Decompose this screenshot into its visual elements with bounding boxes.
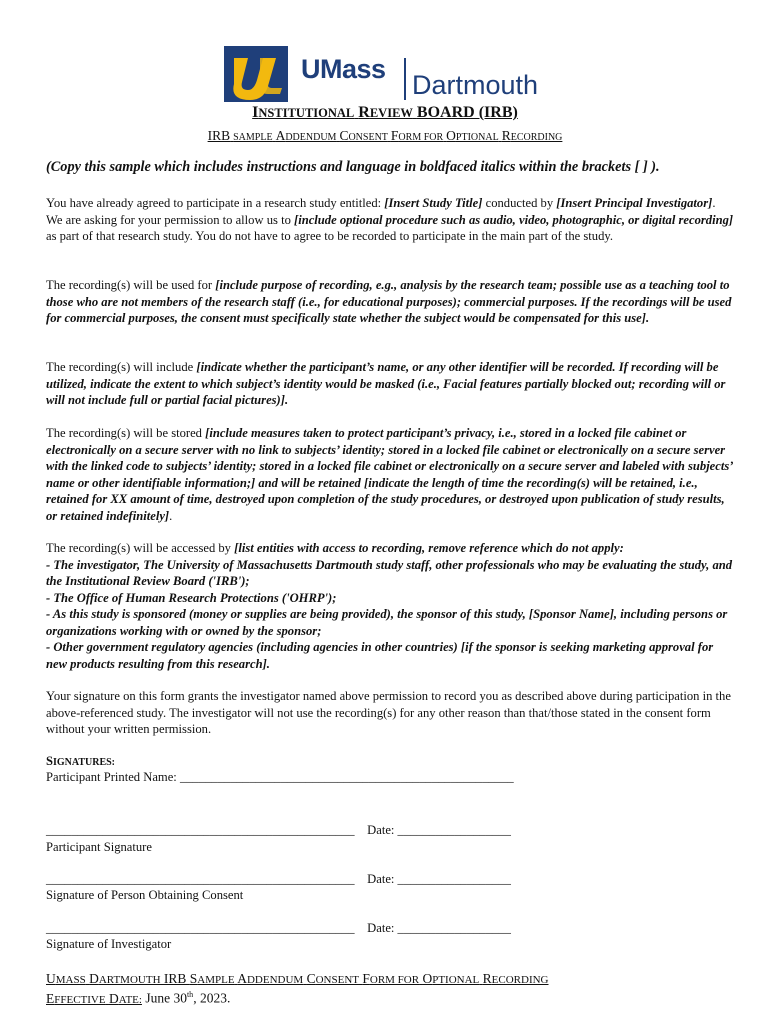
logo-divider xyxy=(404,58,406,100)
footer-form-title: UMASS DARTMOUTH IRB SAMPLE ADDENDUM CONSENT FORM FOR OPTIONAL RECORDING xyxy=(46,971,549,986)
instruction-note: (Copy this sample which includes instructions and language in boldfaced italics within the brackets [ ] ). xyxy=(46,159,660,175)
consent-obtainer-signature-label: Signature of Person Obtaining Consent xyxy=(46,888,244,902)
paragraph-recording-use: The recording(s) will be used for [include purpose of recording, e.g., analysis by the research team; possible use as a teaching tool to those who are not members of the research staff (i.e., for educational purposes); commercial purposes. If the recordings will be used for commercial purposes, the consent must specifically state whether the subject would be compensated for this use]. xyxy=(46,278,732,325)
access-list-item: - As this study is sponsored (money or supplies are being provided), the sponsor of this study, [Sponsor Name], including persons or organizations working with or owned by the sponsor; xyxy=(46,607,728,638)
page-subtitle: IRB SAMPLE ADDENDUM CONSENT FORM FOR OPTIONAL RECORDING xyxy=(207,128,563,143)
logo-dartmouth-text: Dartmouth xyxy=(412,70,539,100)
access-list-item: - The investigator, The University of Massachusetts Dartmouth study staff, other professionals who may be evaluating the study, and the Institutional Review Board ('IRB'); xyxy=(46,557,733,588)
access-list-item: - The Office of Human Research Protections ('OHRP'); xyxy=(46,590,337,605)
investigator-signature-line[interactable]: _________________________________________________ Date: __________________ xyxy=(46,921,511,935)
access-list-item: - Other government regulatory agencies (including agencies in other countries) [if the sponsor is seeking marketing approval for new products resulting from this research]. xyxy=(46,640,714,671)
participant-signature-line[interactable]: _________________________________________________ Date: __________________ xyxy=(46,823,511,837)
paragraph-recording-storage: The recording(s) will be stored [include measures taken to protect participant’s privacy, i.e., stored in a locked file cabinet or electronically on a secure server with no link to subjects’ identity; stored in a locked file cabinet or electronically on a secure server with the linked code to subjects’ identity; stored in a locked file cabinet or electronically on a secure server and labeled with subjects’ name or other identifiable information;] and will be retained [indicate the length of time the recording(s) will be retained, i.e., retained for XX amount of time, destroyed upon completion of the study procedures, or destroyed upon publication of study results, or retained indefinitely]. xyxy=(46,426,733,523)
paragraph-study-intro: You have already agreed to participate in a research study entitled: [Insert Study Title] conducted by [Insert Principal Investigator]. We are asking for your permission to allow us to [include optional procedure such as audio, video, photographic, or digital recording] as part of that research study. You do not have to agree to be recorded to participate in the main part of the study. xyxy=(46,196,734,243)
umass-logo-mark-icon xyxy=(224,46,288,102)
page-title: INSTITUTIONAL REVIEW BOARD (IRB) xyxy=(252,104,518,121)
footer-effective-date: EFFECTIVE DATE: June 30th, 2023. xyxy=(46,990,231,1006)
paragraph-recording-access: The recording(s) will be accessed by [list entities with access to recording, remove reference which do not apply: - The investigator, The University of Massachusetts Dartmouth study staff, other professionals who may be evaluating the study, and the Institutional Review Board ('IRB'); - The Office of Human Research Protections ('OHRP'); - As this study is sponsored (money or supplies are being provided), the sponsor of this study, [Sponsor Name], including persons or organizations working with or owned by the sponsor; - Other government regulatory agencies (including agencies in other countries) [if the sponsor is seeking marketing approval for new products resulting from this research]. xyxy=(46,541,733,671)
logo-umass-text: UMass xyxy=(301,54,386,84)
paragraph-signature-grant: Your signature on this form grants the investigator named above permission to record you as described above during participation in the above-referenced study. The investigator will not use the recording(s) for any other reason than that/those stated in the consent form without your written permission. xyxy=(46,689,731,736)
participant-signature-label: Participant Signature xyxy=(46,840,152,854)
paragraph-recording-include: The recording(s) will include [indicate whether the participant’s name, or any other identifier will be recorded. If recording will be utilized, indicate the extent to which subject’s identity would be masked (i.e., Facial features partially blocked out; recording will or will not include full or partial facial pictures)]. xyxy=(46,360,726,407)
signatures-heading: SIGNATURES: xyxy=(46,754,115,768)
investigator-signature-label: Signature of Investigator xyxy=(46,937,172,951)
umass-dartmouth-logo xyxy=(224,46,554,104)
participant-printed-name-field[interactable]: Participant Printed Name: _____________________________________________________ xyxy=(46,770,514,784)
consent-obtainer-signature-line[interactable]: _________________________________________________ Date: __________________ xyxy=(46,872,511,886)
